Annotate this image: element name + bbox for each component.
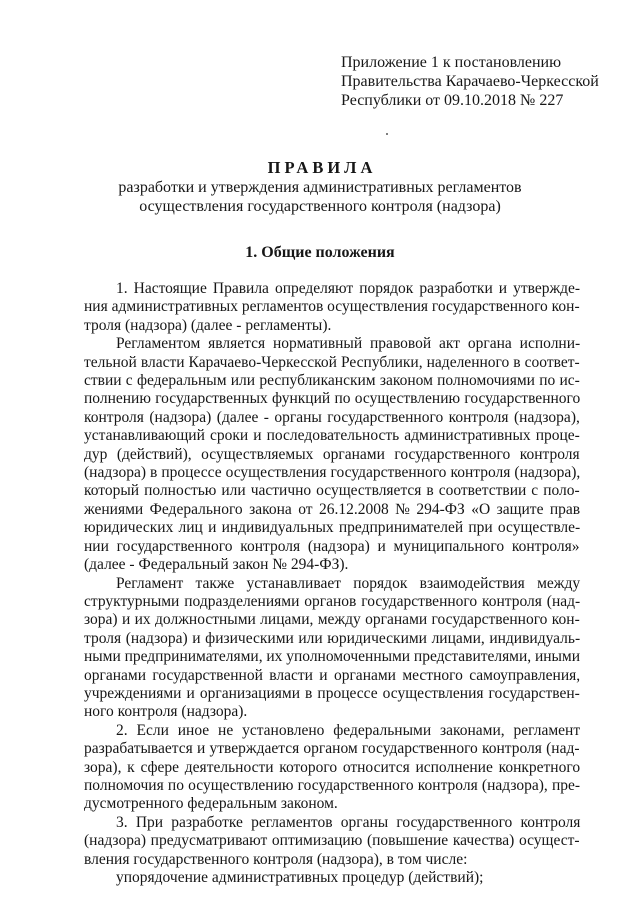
paragraph-line: ного контроля (надзора). bbox=[84, 703, 248, 721]
paragraph-line: структурными подразделениями органов государственного контроля (над- bbox=[84, 592, 581, 610]
document-title: ПРАВИЛА bbox=[267, 158, 377, 177]
document-body bbox=[84, 280, 580, 887]
paragraph-line: ния административных регламентов осуществления государственного кон- bbox=[84, 298, 580, 316]
paragraph-line: полномочия по осуществлению государственного контроля (надзора), пре- bbox=[84, 776, 581, 794]
paragraph-line: который полностью или частично осуществляется в соответствии с поло- bbox=[84, 482, 580, 500]
paragraph-line: вления государственного контроля (надзора), в том числе: bbox=[84, 850, 468, 868]
paragraph-line: юридических лиц и индивидуальных предпринимателей при осуществле- bbox=[84, 519, 581, 537]
section-heading: 1. Общие положения bbox=[245, 244, 395, 261]
paragraph-line: зора), к сфере деятельности которого относится исполнение конкретного bbox=[84, 758, 581, 776]
document-subtitle-line: осуществления государственного контроля (надзора) bbox=[139, 198, 501, 215]
paragraph-line: ными предпринимателями, их уполномоченными представителями, иными bbox=[84, 648, 581, 666]
paragraph-line: Регламент также устанавливает порядок взаимодействия между bbox=[116, 574, 581, 592]
paragraph-line: дусмотренного федеральным законом. bbox=[84, 795, 338, 813]
paragraph-line: жениями Федерального закона от 26.12.2008 № 294-ФЗ «О защите прав bbox=[84, 500, 581, 518]
document-title-block bbox=[0, 158, 640, 216]
paragraph-line: троля (надзора) (далее - регламенты). bbox=[84, 316, 332, 334]
paragraph-line: 1. Настоящие Правила определяют порядок разработки и утвержде- bbox=[116, 280, 581, 297]
appendix-line: Приложение 1 к постановлению bbox=[341, 54, 562, 71]
appendix-header bbox=[341, 53, 633, 110]
paragraph-line: полнению государственных функций по осуществлению государственного bbox=[84, 390, 581, 408]
paragraph-line: учреждениями и организациями в процессе осуществления государствен- bbox=[84, 684, 580, 702]
appendix-line: Республики от 09.10.2018 № 227 bbox=[341, 92, 564, 109]
paragraph-line: ствии с федеральным или республиканским законом полномочиями по ис- bbox=[84, 372, 580, 390]
paragraph-line: Регламентом является нормативный правовой акт органа исполни- bbox=[116, 335, 581, 353]
document-subtitle-line: разработки и утверждения административных регламентов bbox=[118, 179, 522, 196]
paragraph-line: контроля (надзора) (далее - органы государственного контроля (надзора), bbox=[84, 408, 580, 426]
paragraph-line: дур (действий), осуществляемых органами государственного контроля bbox=[84, 445, 580, 463]
scan-speck bbox=[386, 133, 388, 135]
paragraph-line: тельной власти Карачаево-Черкесской Республики, наделенного в соответ- bbox=[84, 353, 580, 371]
paragraph-line: упорядочение административных процедур (действий); bbox=[116, 869, 484, 886]
paragraph-line: (далее - Федеральный закон № 294-ФЗ). bbox=[84, 556, 349, 574]
paragraph-line: троля (надзора) и физическими или юридическими лицами, индивидуаль- bbox=[84, 629, 581, 647]
paragraph-line: разрабатывается и утверждается органом государственного контроля (над- bbox=[84, 740, 580, 758]
paragraph-line: нии государственного контроля (надзора) и муниципального контроля» bbox=[84, 537, 580, 555]
paragraph-line: устанавливающий сроки и последовательность административных проце- bbox=[84, 427, 580, 445]
paragraph-line: зора) и их должностными лицами, между органами государственного кон- bbox=[84, 611, 580, 629]
paragraph-line: (надзора) предусматривают оптимизацию (повышение качества) осущест- bbox=[84, 832, 580, 850]
paragraph-line: (надзора) в процессе осуществления государственного контроля (надзора), bbox=[84, 464, 581, 482]
appendix-line: Правительства Карачаево-Черкесской bbox=[341, 73, 599, 90]
paragraph-line: органами государственной власти и органами местного самоуправления, bbox=[84, 666, 581, 684]
paragraph-line: 2. Если иное не установлено федеральными законами, регламент bbox=[116, 721, 581, 739]
paragraph-line: 3. При разработке регламентов органы государственного контроля bbox=[116, 813, 581, 831]
